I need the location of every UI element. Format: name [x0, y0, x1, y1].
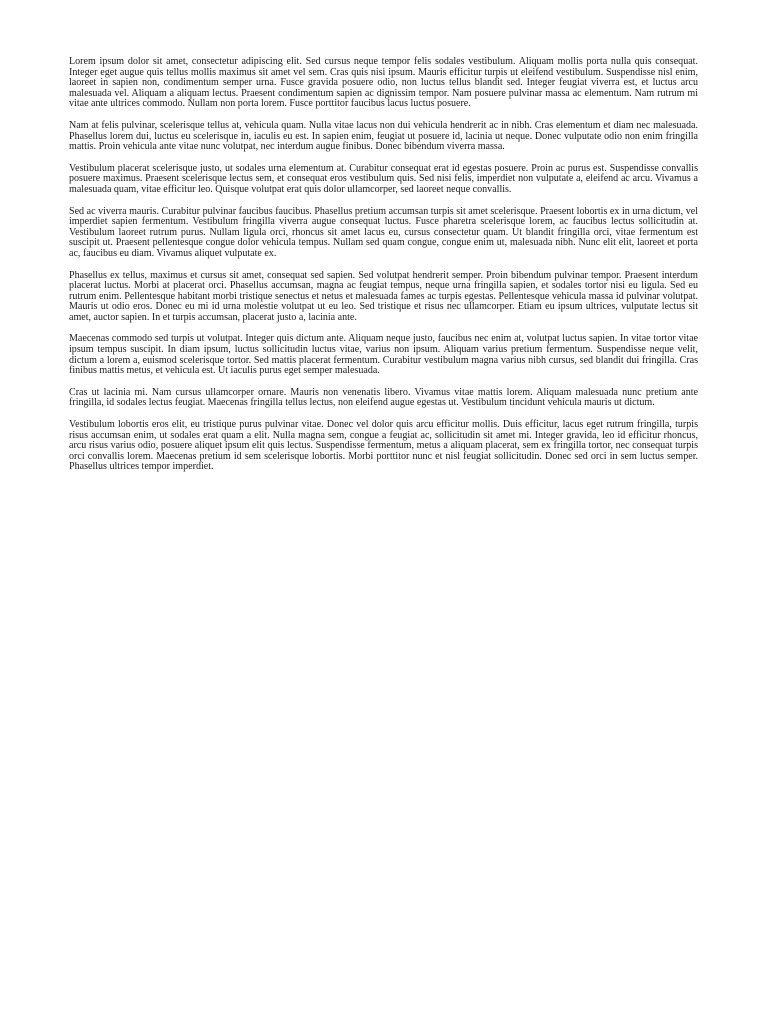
paragraph-3: Vestibulum placerat scelerisque justo, ut sodales urna elementum at. Curabitur consequat erat id egestas posuere. Proin ac purus est. Suspendisse convallis posuere maximus. Praesent scelerisque lectus sem, et consequat eros vestibulum quis. Sed nisi felis, imperdiet non vulputate a, eleifend ac arcu. Vivamus a malesuada quam, vitae efficitur leo. Quisque volutpat erat quis dolor ullamcorper, sed laoreet neque convallis.	[69, 162, 698, 195]
paragraph-6: Maecenas commodo sed turpis ut volutpat. Integer quis dictum ante. Aliquam neque justo, faucibus nec enim at, volutpat luctus sapien. In vitae tortor vitae ipsum tempus suscipit. In diam ipsum, luctus sollicitudin luctus vitae, varius non ipsum. Aliquam varius pretium fermentum. Suspendisse neque velit, dictum a lorem a, euismod scelerisque tortor. Sed mattis placerat fermentum. Curabitur vestibulum magna varius nibh cursus, sed blandit dui fringilla. Cras finibus mattis metus, et vehicula est. Ut iaculis purus eget semper malesuada.	[69, 333, 698, 377]
paragraph-5: Phasellus ex tellus, maximus et cursus sit amet, consequat sed sapien. Sed volutpat hendrerit semper. Proin bibendum pulvinar tempor. Praesent interdum placerat luctus. Morbi at placerat orci. Phasellus accumsan, magna ac feugiat tempus, neque urna fringilla sapien, et sodales tortor nisi eu ligula. Sed eu rutrum enim. Pellentesque habitant morbi tristique senectus et netus et malesuada fames ac turpis egestas. Pellentesque vehicula massa id pulvinar volutpat. Mauris ut odio eros. Donec eu mi id urna molestie volutpat ut eu leo. Sed tristique et risus nec ullamcorper. Etiam eu ipsum ultrices, vulputate lectus sit amet, auctor sapien. In et turpis accumsan, placerat justo a, lacinia ante.	[69, 269, 698, 323]
paragraph-7: Cras ut lacinia mi. Nam cursus ullamcorper ornare. Mauris non venenatis libero. Vivamus vitae mattis lorem. Aliquam malesuada nunc pretium ante fringilla, id sodales lectus feugiat. Maecenas fringilla tellus lectus, non eleifend augue egestas ut. Vestibulum tincidunt vehicula mauris ut dictum.	[69, 386, 698, 409]
paragraph-8: Vestibulum lobortis eros elit, eu tristique purus pulvinar vitae. Donec vel dolor quis arcu efficitur mollis. Duis efficitur, lacus eget rutrum fringilla, turpis risus accumsan enim, ut sodales erat quam a elit. Nulla magna sem, congue a feugiat ac, sollicitudin sit amet mi. Integer gravida, leo id efficitur rhoncus, arcu risus varius odio, posuere aliquet ipsum elit quis lectus. Suspendisse fermentum, metus a aliquam placerat, sem ex fringilla tortor, nec consequat turpis orci convallis lorem. Maecenas pretium id sem scelerisque lobortis. Morbi porttitor nunc et nisl feugiat sollicitudin. Donec sed orci in sem luctus semper. Phasellus ultrices tempor imperdiet.	[69, 419, 698, 473]
paragraph-2: Nam at felis pulvinar, scelerisque tellus at, vehicula quam. Nulla vitae lacus non dui vehicula hendrerit ac in nibh. Cras elementum et diam nec malesuada. Phasellus lorem dui, luctus eu scelerisque in, iaculis eu est. In sapien enim, feugiat ut posuere id, lacinia ut neque. Donec vulputate odio non enim fringilla mattis. Proin vehicula ante vitae nunc volutpat, nec interdum augue finibus. Donec bibendum viverra massa.	[69, 119, 698, 153]
document-page	[69, 57, 698, 484]
paragraph-4: Sed ac viverra mauris. Curabitur pulvinar faucibus faucibus. Phasellus pretium accumsan turpis sit amet scelerisque. Praesent lobortis ex in urna dictum, vel imperdiet sapien fermentum. Vestibulum fringilla viverra augue consequat luctus. Fusce pharetra scelerisque lorem, ac faucibus lectus sollicitudin at. Vestibulum laoreet rutrum purus. Nullam ligula orci, rhoncus sit amet lacus eu, cursus consectetur quam. Ut blandit fringilla orci, vitae fermentum est suscipit ut. Praesent pellentesque congue dolor vehicula tempus. Nullam sed quam congue, congue enim ut, malesuada nibh. Nunc elit elit, laoreet et porta ac, faucibus eu diam. Vivamus aliquet vulputate ex.	[69, 205, 698, 259]
paragraph-1: Lorem ipsum dolor sit amet, consectetur adipiscing elit. Sed cursus neque tempor felis sodales vestibulum. Aliquam mollis porta nulla quis consequat. Integer eget augue quis tellus mollis maximus sit amet vel sem. Cras quis nisi ipsum. Mauris efficitur turpis ut eleifend vestibulum. Suspendisse nisl enim, laoreet in sapien non, condimentum semper urna. Fusce gravida posuere odio, non luctus tellus blandit sed. Integer feugiat viverra est, et luctus arcu malesuada vel. Aliquam a aliquam lectus. Praesent condimentum sapien ac dignissim tempor. Nam posuere pulvinar massa ac elementum. Nam rutrum mi vitae ante ultrices commodo. Nullam non porta lorem. Fusce porttitor faucibus lacus luctus posuere.	[69, 56, 698, 110]
